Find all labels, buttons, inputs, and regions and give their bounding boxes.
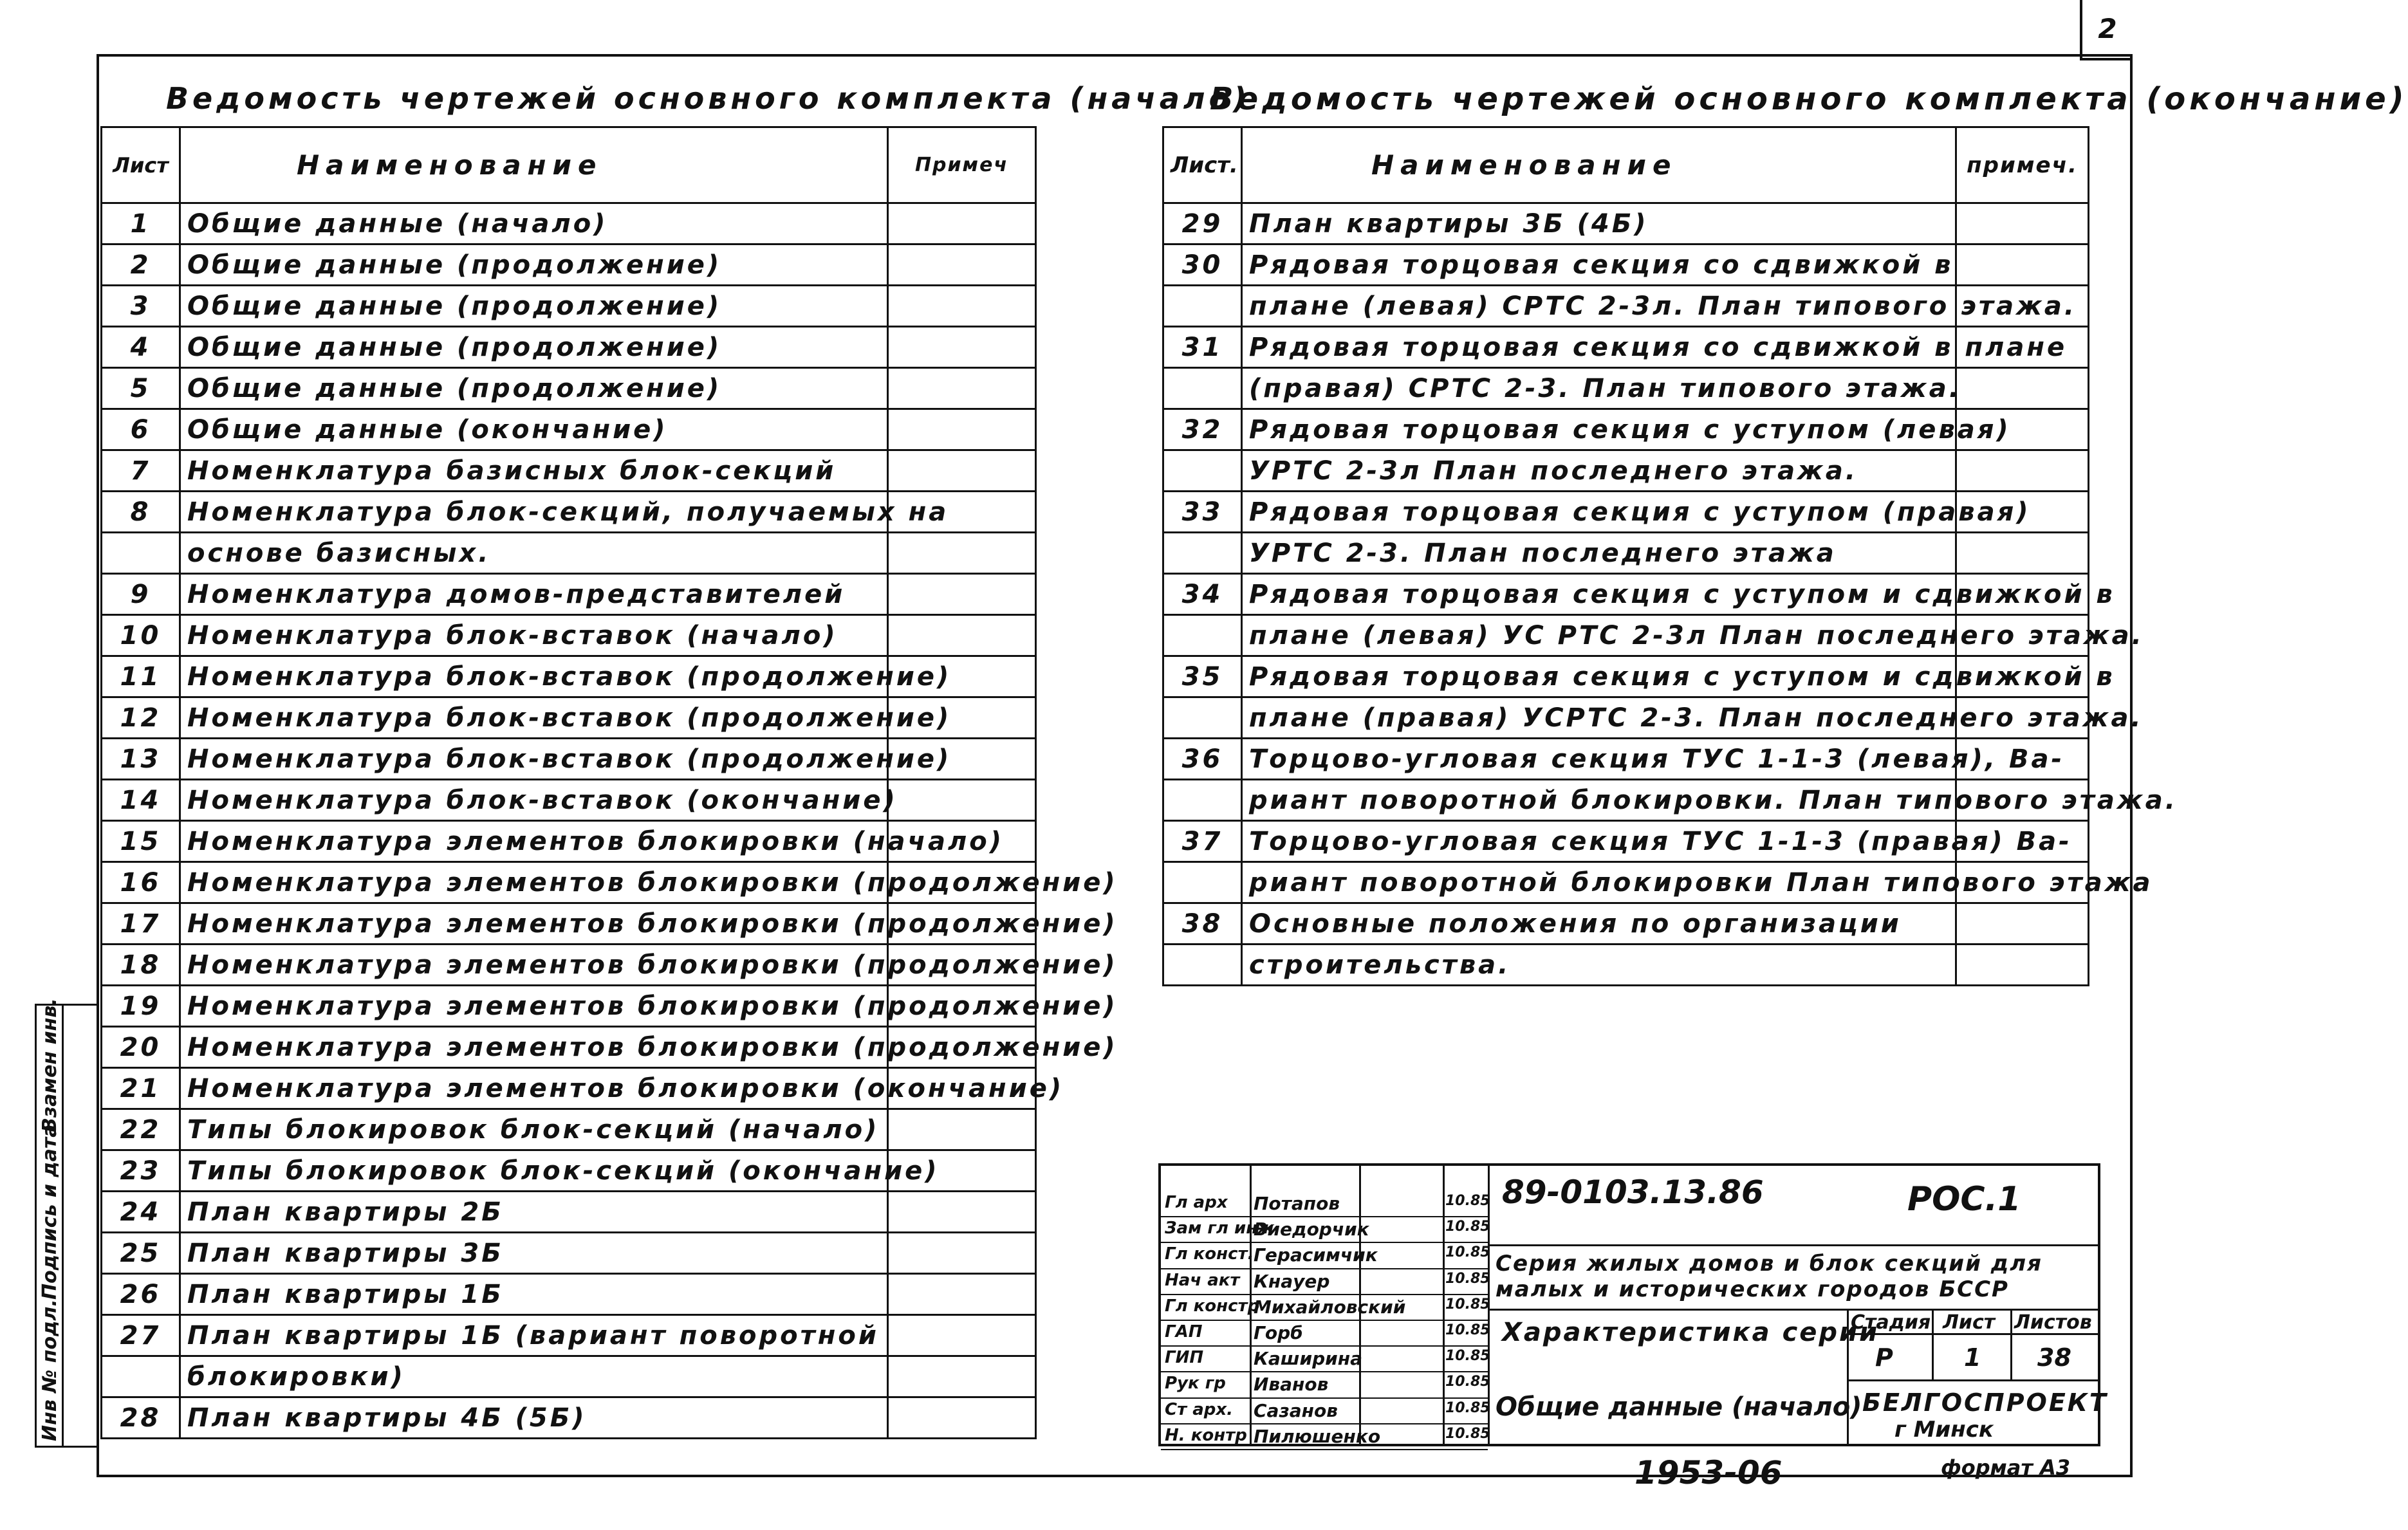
row-sheet-number: 38 [1163,903,1242,945]
signatory-divider [1161,1268,1488,1269]
table-row [102,1192,1036,1233]
bottom-number: 1953-06 [1635,1454,1783,1491]
table-row [102,1397,1036,1439]
row-title: Номенклатура блок-вставок (окончание) [180,780,888,821]
row-title: Номенклатура домов-представителей [180,574,888,615]
signatory-name: Горб [1254,1322,1303,1343]
table-row [1163,780,2089,821]
series-title: Серия жилых домов и блок секций для малых и исторических городов БССР [1496,1251,2042,1302]
table-row [1163,945,2089,986]
table-row [102,244,1036,286]
table-row [1163,203,2089,244]
sheet-number: 2 [2080,0,2133,60]
signatory-date: 10.85 [1445,1193,1490,1209]
row-sheet-number: 11 [102,656,180,697]
row-sheet-number: 1 [102,203,180,244]
row-title: Рядовая торцовая секция со сдвижкой в [1242,244,1956,286]
table-row [102,862,1036,903]
signatory-divider [1161,1216,1488,1217]
signatory-name: Потапов [1254,1193,1340,1214]
row-title: УРТС 2-3. План последнего этажа [1242,533,1956,574]
row-title: Типы блокировок блок-секций (начало) [180,1109,888,1150]
row-note [1956,368,2089,409]
row-sheet-number: 22 [102,1109,180,1150]
row-sheet-number: 24 [102,1192,180,1233]
row-sheet-number: 12 [102,697,180,739]
row-note [1956,945,2089,986]
row-title: План квартиры 2Б [180,1192,888,1233]
row-note [888,450,1036,492]
signatory-name: Виедорчик [1254,1219,1369,1240]
table-row [1163,574,2089,615]
table-row [1163,903,2089,945]
row-note [1956,903,2089,945]
format-label: формат А3 [1941,1455,2071,1480]
row-note [888,368,1036,409]
table-row [1163,286,2089,327]
signatory-divider [1161,1449,1488,1450]
row-sheet-number: 37 [1163,821,1242,862]
table-row [102,739,1036,780]
right-table-title: Ведомость чертежей основного комплекта (окончание) [1210,81,2408,117]
row-sheet-number [102,1356,180,1397]
row-title: Типы блокировок блок-секций (окончание) [180,1150,888,1192]
table-row [102,986,1036,1027]
row-title: Общие данные (продолжение) [180,244,888,286]
sheets-value: 38 [2037,1343,2071,1372]
row-title: Общие данные (начало) [180,203,888,244]
row-sheet-number [1163,697,1242,739]
row-sheet-number: 29 [1163,203,1242,244]
row-sheet-number: 36 [1163,739,1242,780]
stage-label: Стадия [1851,1311,1931,1334]
signatory-name: Герасимчик [1254,1244,1378,1266]
table-row [102,327,1036,368]
signatory-date: 10.85 [1445,1322,1490,1338]
table-row [102,1233,1036,1274]
table-row [102,945,1036,986]
table-row [102,203,1036,244]
row-title: Рядовая торцовая секция со сдвижкой в плане [1242,327,1956,368]
signatories [1161,1166,1490,1447]
row-title: Номенклатура блок-секций, получаемых на [180,492,888,533]
row-title: Номенклатура элементов блокировки (продолжение) [180,945,888,986]
signatory-divider [1161,1294,1488,1295]
row-title: План квартиры 1Б (вариант поворотной [180,1315,888,1356]
signatory-date: 10.85 [1445,1244,1490,1261]
title-block [1158,1163,2108,1447]
table-row [1163,697,2089,739]
signatory-name: Каширина [1254,1348,1363,1370]
row-title: Номенклатура элементов блокировки (продолжение) [180,903,888,945]
signatory-role: Н. контр [1165,1425,1247,1445]
row-title: Рядовая торцовая секция с уступом (левая) [1242,409,1956,450]
table-row [102,1150,1036,1192]
row-title: Торцово-угловая секция ТУС 1-1-3 (правая) Ва- [1242,821,1956,862]
col-sheet: Лист [102,127,180,203]
table-row [102,286,1036,327]
signatory-role: Ст арх. [1165,1399,1234,1419]
row-sheet-number: 9 [102,574,180,615]
signatory-name: Иванов [1254,1374,1329,1396]
row-title: (правая) СРТС 2-3. План типового этажа. [1242,368,1956,409]
col-name: Наименование [1242,127,1956,203]
row-title: Номенклатура элементов блокировки (продолжение) [180,1027,888,1068]
left-table-title: Ведомость чертежей основного комплекта (начало) [166,81,1251,116]
sheet-label: Лист [1943,1311,1996,1334]
signatory-role: Гл констр [1165,1296,1260,1316]
row-sheet-number: 6 [102,409,180,450]
row-sheet-number: 20 [102,1027,180,1068]
signatory-divider [1161,1397,1488,1399]
table-row [102,492,1036,533]
signatory-date: 10.85 [1445,1399,1490,1416]
row-sheet-number [1163,368,1242,409]
row-sheet-number: 27 [102,1315,180,1356]
row-title: Общие данные (продолжение) [180,327,888,368]
side-label-inv: Инв № подл. [39,1299,61,1441]
signatory-date: 10.85 [1445,1425,1490,1442]
row-title: Общие данные (продолжение) [180,286,888,327]
row-title: плане (левая) СРТС 2-3л. План типового этажа. [1242,286,1956,327]
right-drawings-table [1162,126,2178,986]
table-row [102,1109,1036,1150]
row-sheet-number [1163,286,1242,327]
row-note [1956,450,2089,492]
row-sheet-number: 17 [102,903,180,945]
row-title: Номенклатура блок-вставок (продолжение) [180,739,888,780]
table-row [102,1356,1036,1397]
table-row [1163,739,2089,780]
left-drawings-table [100,126,1118,1439]
row-title: План квартиры 3Б [180,1233,888,1274]
signatory-divider [1161,1242,1488,1243]
row-sheet-number: 5 [102,368,180,409]
table-row [102,409,1036,450]
table-row [1163,450,2089,492]
doc-mark: РОС.1 [1907,1180,2021,1219]
signatory-name: Пилюшенко [1254,1425,1381,1447]
row-sheet-number: 4 [102,327,180,368]
table-row [102,697,1036,739]
row-note [888,203,1036,244]
org-name: БЕЛГОСПРОЕКТ [1862,1388,2108,1417]
row-title: Номенклатура блок-вставок (продолжение) [180,697,888,739]
row-sheet-number: 35 [1163,656,1242,697]
row-note [888,1233,1036,1274]
row-title: Рядовая торцовая секция с уступом (правая) [1242,492,1956,533]
row-title: Общие данные (окончание) [180,409,888,450]
row-title: блокировки) [180,1356,888,1397]
row-title: Номенклатура элементов блокировки (продолжение) [180,986,888,1027]
table-row [1163,656,2089,697]
table-row [102,450,1036,492]
table-row [1163,327,2089,368]
table-row [1163,821,2089,862]
row-sheet-number: 10 [102,615,180,656]
side-label-sign: Подпись и дата [39,1124,61,1300]
row-sheet-number: 21 [102,1068,180,1109]
row-sheet-number: 26 [102,1274,180,1315]
table-row [1163,244,2089,286]
row-title: Рядовая торцовая секция с уступом и сдвижкой в [1242,656,1956,697]
signatory-role: Нач акт [1165,1270,1240,1290]
row-title: риант поворотной блокировки. План типового этажа. [1242,780,1956,821]
row-title: Общие данные (продолжение) [180,368,888,409]
row-sheet-number: 8 [102,492,180,533]
row-title: УРТС 2-3л План последнего этажа. [1242,450,1956,492]
row-note [1956,533,2089,574]
row-sheet-number: 14 [102,780,180,821]
col-sheet: Лист. [1163,127,1242,203]
row-note [888,615,1036,656]
row-note [888,409,1036,450]
row-title: Торцово-угловая секция ТУС 1-1-3 (левая), Ва- [1242,739,1956,780]
side-label-replace: Взамен инв. [39,998,61,1132]
table-row [102,821,1036,862]
table-row [102,656,1036,697]
row-sheet-number [1163,615,1242,656]
stage-value: Р [1875,1343,1893,1372]
signatory-role: Гл арх [1165,1193,1228,1212]
signatory-divider [1161,1423,1488,1424]
table-row [102,574,1036,615]
row-sheet-number [1163,862,1242,903]
row-note [888,1109,1036,1150]
signatory-name: Кнауер [1254,1270,1330,1292]
row-title: План квартиры 3Б (4Б) [1242,203,1956,244]
row-note [888,286,1036,327]
signatory-divider [1161,1320,1488,1321]
row-title: Номенклатура блок-вставок (начало) [180,615,888,656]
row-note [888,1356,1036,1397]
signatory-date: 10.85 [1445,1348,1490,1365]
row-title: риант поворотной блокировки План типового этажа [1242,862,1956,903]
row-note [1956,203,2089,244]
doc-title: Характеристика серии [1502,1318,1880,1347]
row-sheet-number [1163,450,1242,492]
row-sheet-number: 32 [1163,409,1242,450]
table-row [1163,533,2089,574]
table-row [1163,368,2089,409]
row-sheet-number: 15 [102,821,180,862]
sheet-title: Общие данные (начало) [1496,1392,1862,1422]
col-name: Наименование [180,127,888,203]
sheet-value: 1 [1964,1343,1981,1372]
row-sheet-number: 18 [102,945,180,986]
row-sheet-number: 25 [102,1233,180,1274]
table-row [102,903,1036,945]
table-row [102,1068,1036,1109]
signatory-divider [1161,1371,1488,1372]
signatory-divider [1161,1345,1488,1347]
row-sheet-number [102,533,180,574]
col-note: Примеч [888,127,1036,203]
row-sheet-number: 31 [1163,327,1242,368]
row-note [888,1315,1036,1356]
row-title: Рядовая торцовая секция с уступом и сдвижкой в [1242,574,1956,615]
row-sheet-number [1163,533,1242,574]
table-row [102,1274,1036,1315]
row-sheet-number: 30 [1163,244,1242,286]
row-title: Номенклатура элементов блокировки (продолжение) [180,862,888,903]
row-sheet-number: 28 [102,1397,180,1439]
row-sheet-number: 23 [102,1150,180,1192]
row-note [888,533,1036,574]
row-sheet-number [1163,780,1242,821]
row-title: Номенклатура блок-вставок (продолжение) [180,656,888,697]
table-row [102,1027,1036,1068]
row-note [888,780,1036,821]
row-note [888,1274,1036,1315]
row-sheet-number: 33 [1163,492,1242,533]
row-sheet-number: 13 [102,739,180,780]
sheets-label: Листов [2014,1311,2092,1334]
signatory-role: ГАП [1165,1322,1203,1341]
row-sheet-number: 3 [102,286,180,327]
table-row [102,368,1036,409]
table-row [1163,615,2089,656]
row-sheet-number: 34 [1163,574,1242,615]
col-note: примеч. [1956,127,2089,203]
table-row [102,780,1036,821]
signatory-role: Гл конст. [1165,1244,1254,1264]
row-sheet-number: 19 [102,986,180,1027]
signatory-date: 10.85 [1445,1270,1490,1287]
doc-code: 89-0103.13.86 [1502,1174,1764,1211]
row-title: Номенклатура элементов блокировки (окончание) [180,1068,888,1109]
row-title: плане (левая) УС РТС 2-3л План последнего этажа. [1242,615,1956,656]
table-row [102,615,1036,656]
row-note [888,327,1036,368]
row-note [1956,244,2089,286]
row-sheet-number: 7 [102,450,180,492]
row-title: Основные положения по организации [1242,903,1956,945]
row-title: основе базисных. [180,533,888,574]
table-row [102,533,1036,574]
side-divider [62,1004,64,1448]
row-title: строительства. [1242,945,1956,986]
table-row [1163,492,2089,533]
signatory-name: Сазанов [1254,1399,1338,1421]
signatory-role: Рук гр [1165,1374,1226,1394]
row-sheet-number: 2 [102,244,180,286]
signatory-date: 10.85 [1445,1296,1490,1313]
signatory-date: 10.85 [1445,1219,1490,1235]
row-note [888,1397,1036,1439]
table-row [1163,862,2089,903]
signatory-date: 10.85 [1445,1374,1490,1390]
signatory-role: Зам гл инж [1165,1219,1275,1239]
row-title: План квартиры 4Б (5Б) [180,1397,888,1439]
signatory-role: ГИП [1165,1348,1204,1368]
table-row [1163,409,2089,450]
row-note [888,244,1036,286]
table-row [102,1315,1036,1356]
row-title: плане (правая) УСРТС 2-3. План последнего этажа. [1242,697,1956,739]
row-title: Номенклатура элементов блокировки (начало) [180,821,888,862]
row-title: Номенклатура базисных блок-секций [180,450,888,492]
row-sheet-number [1163,945,1242,986]
row-note [888,574,1036,615]
row-sheet-number: 16 [102,862,180,903]
org-city: г Минск [1894,1417,1994,1442]
row-title: План квартиры 1Б [180,1274,888,1315]
row-note [888,1192,1036,1233]
signatory-name: Михайловский [1254,1296,1406,1318]
